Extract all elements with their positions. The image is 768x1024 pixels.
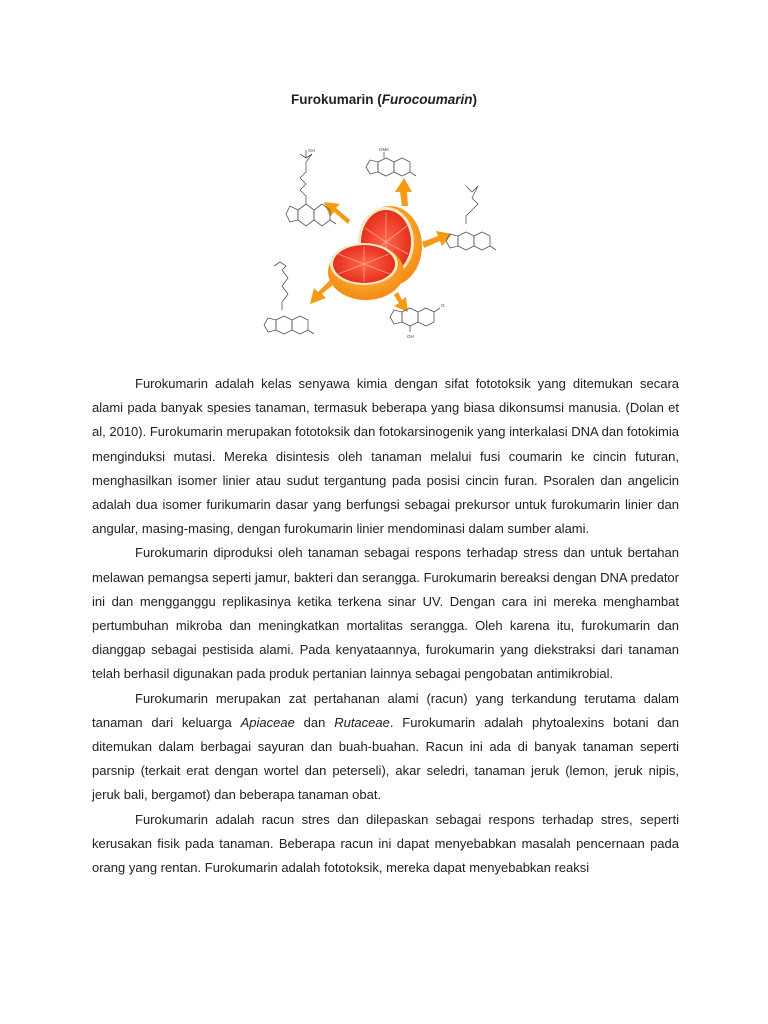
title-italic-text: Furocoumarin (381, 92, 473, 107)
oh-label: OH (308, 148, 315, 153)
ketone-label: O (441, 303, 445, 308)
page-title (0, 92, 768, 107)
paragraph-3-part-b: dan (294, 714, 335, 730)
molecule-right (446, 186, 496, 250)
furocoumarin-illustration (262, 142, 502, 346)
paragraph-2: Furokumarin diproduksi oleh tanaman sebagai respons terhadap stress dan untuk bertahan melawan pemangsa seperti jamur, bakteri dan serangga. Furokumarin bereaksi dengan DNA predator ini dan mengganggu replikasinya ketika terkena sinar UV. Dengan cara ini mereka menghambat pertumbuhan mikroba dan meningkatkan mortalitas serangga. Oleh karena itu, furokumarin dan dianggap sebagai pestisida alami. Pada kenyataannya, furokumarin yang diekstraksi dari tanaman telah berhasil digunakan pada produk pertanian lainnya sebagai pengobatan antimikrobial. (92, 545, 679, 682)
molecule-bottom-right (390, 308, 440, 332)
paragraph-3-part-a: Furokumarin merupakan zat pertahanan alami (racun) yang terkandung terutama dalam tanaman dari keluarga (92, 690, 679, 730)
body-text (92, 372, 679, 880)
furocoumarin-figure (262, 142, 502, 346)
arrow-down-icon (394, 292, 408, 312)
paragraph-1: Furokumarin adalah kelas senyawa kimia dengan sifat fototoksik yang ditemukan secara alami pada banyak spesies tanaman, termasuk beberapa yang biasa dikonsumsi manusia. (Dolan et al, 2010). Furokumarin merupakan fototoksik dan fotokarsinogenik yang interkalasi DNA dan fotokimia menginduksi mutasi. Mereka disintesis oleh tanaman melalui fusi coumarin ke cincin futuran, menghasilkan isomer linier atau sudut tergantung pada posisi cincin furan. Psoralen dan angelicin adalah dua isomer furikumarin dasar yang berfungsi sebagai prekursor untuk furokumarin linier dan angular, masing-masing, dengan furokumarin linier mendominasi dalam sumber alami. (92, 376, 679, 537)
arrow-right-icon (422, 231, 452, 248)
oh-bottom-label: OH (407, 334, 414, 339)
paragraph-3-italic-apiaceae: Apiaceae (240, 714, 295, 730)
title-closing: ) (472, 92, 478, 107)
arrow-down-left-icon (310, 280, 334, 304)
paragraph-3-italic-rutaceae: Rutaceae (334, 714, 390, 730)
paragraph-3-part-c: . Furokumarin adalah phytoalexins botani dan ditemukan dalam berbagai sayuran dan buah-buahan. Racun ini ada di banyak tanaman seperti parsnip (terkait erat dengan wortel dan peterseli), akar seledri, tanaman jeruk (lemon, jeruk nipis, jeruk bali, bergamot) dan beberapa tanaman obat. (92, 714, 679, 803)
molecule-top-left (286, 150, 336, 226)
paragraph-3 (92, 687, 679, 808)
paragraph-4: Furokumarin adalah racun stres dan dilepaskan sebagai respons terhadap stres, seperti kerusakan fisik pada tanaman. Beberapa racun ini dapat menyebabkan masalah pencernaan pada orang yang rentan. Furokumarin adalah fototoksik, mereka dapat menyebabkan reaksi (92, 811, 679, 876)
title-text: Furokumarin ( (290, 92, 382, 107)
molecule-top-center (366, 152, 416, 176)
molecule-bottom-left (264, 262, 314, 334)
arrow-up-icon (395, 178, 412, 206)
arrow-up-left-icon (324, 202, 350, 224)
ome-label: OMe (379, 147, 389, 152)
